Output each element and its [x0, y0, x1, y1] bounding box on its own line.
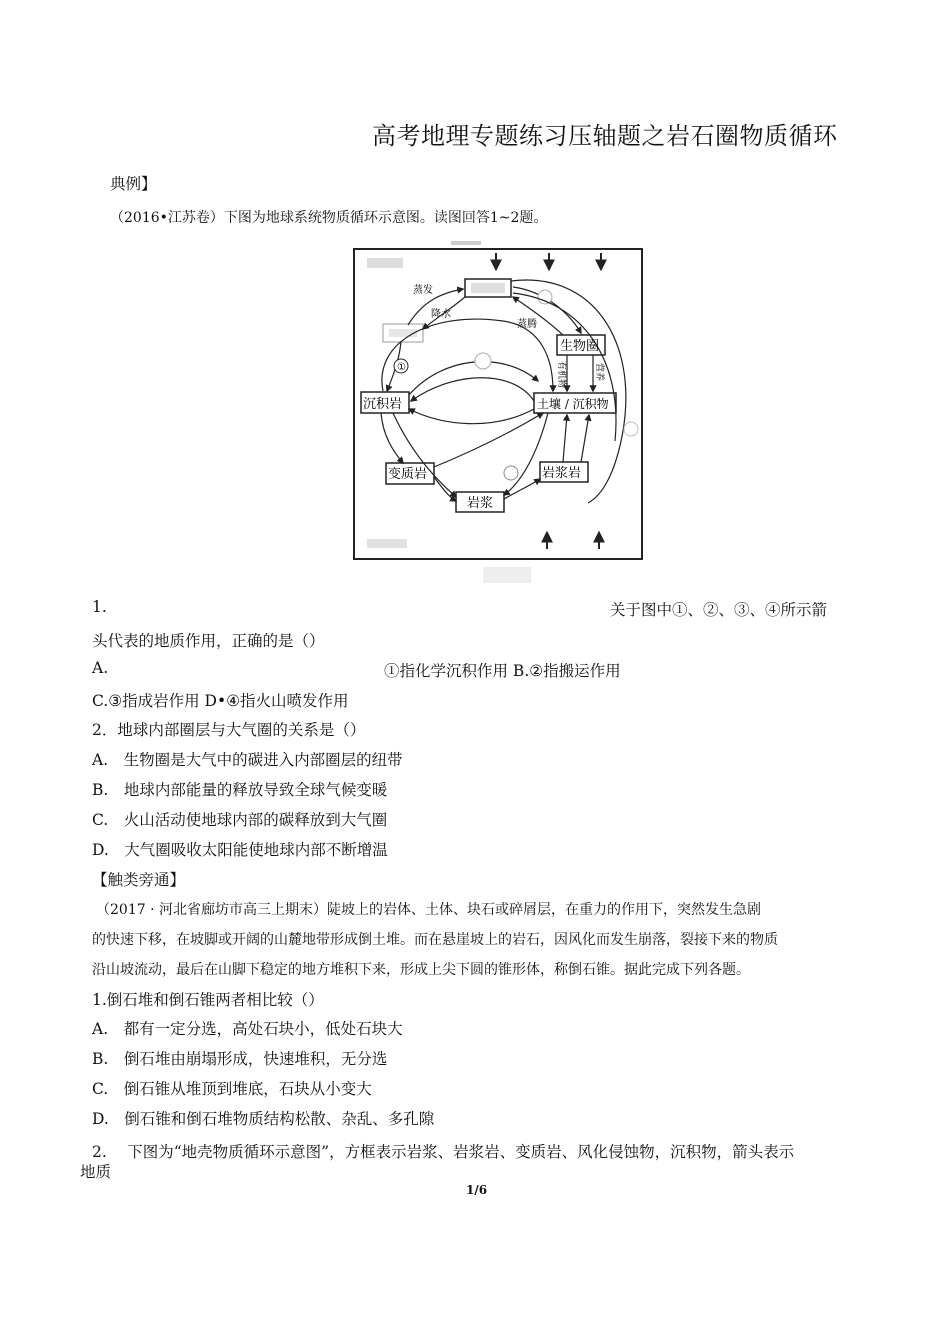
passage-line-1: （2017 · 河北省廊坊市高三上期末）陡坡上的岩体、土体、块石或碎屑层，在重力的作用下，突然发生急剧 — [96, 902, 761, 918]
box-soil-sediment: 土壤 / 沉积物 — [537, 397, 609, 411]
q3-option-c: C. 倒石锥从堆顶到堆底，石块从小变大 — [92, 1080, 372, 1098]
q1-option-a-label: A. — [92, 659, 109, 677]
q3-option-d: D. 倒石锥和倒石堆物质结构松散、杂乱、多孔隙 — [92, 1110, 435, 1128]
box-sedimentary-rock: 沉积岩 — [363, 397, 403, 412]
q2-option-b: B. 地球内部能量的释放导致全球气候变暖 — [92, 781, 388, 799]
box-biosphere: 生物圈 — [560, 339, 600, 354]
label-circle-1: ① — [397, 362, 406, 373]
box-magma: 岩浆 — [467, 496, 494, 511]
passage-line-3: 沿山坡流动，最后在山脚下稳定的地方堆积下来，形成上尖下圆的锥形体，称倒石锥。据此完成下列各题。 — [92, 962, 750, 978]
question-source-2016: （2016•江苏卷）下图为地球系统物质循环示意图。读图回答1~2题。 — [110, 210, 548, 226]
page-number: 1/6 — [466, 1183, 488, 1197]
q1-option-c: C.③指成岩作用 D•④指火山喷发作用 — [92, 692, 349, 710]
q2-option-c: C. 火山活动使地球内部的碳释放到大气圈 — [92, 811, 388, 829]
label-precipitation: 降水 — [431, 309, 451, 320]
q2-stem: 2．地球内部圈层与大气圈的关系是（） — [92, 721, 366, 739]
q3-stem: 1.倒石堆和倒石锥两者相比较（） — [92, 991, 324, 1009]
material-cycle-diagram — [353, 241, 645, 587]
q3-option-a: A. 都有一定分选，高处石块小，低处石块大 — [92, 1020, 403, 1038]
q2-option-a: A. 生物圈是大气中的碳进入内部圈层的纽带 — [92, 751, 403, 769]
q1-stem-right: 关于图中①、②、③、④所示箭 — [610, 601, 828, 619]
q1-option-a-text: ①指化学沉积作用 B.②指搬运作用 — [384, 662, 621, 680]
label-evaporation: 蒸发 — [413, 285, 433, 296]
box-metamorphic-rock: 变质岩 — [388, 467, 428, 482]
label-organic-matter: 有机物 — [556, 361, 566, 389]
q4-line-2: 地质 — [80, 1163, 112, 1181]
q1-stem-cont: 头代表的地质作用，正确的是（） — [92, 632, 325, 650]
q3-option-b: B. 倒石堆由崩塌形成，快速堆积，无分选 — [92, 1050, 388, 1068]
page-title: 高考地理专题练习压轴题之岩石圈物质循环 — [372, 122, 838, 150]
label-transpiration: 蒸腾 — [517, 319, 537, 330]
label-nutrients: 营养 — [594, 363, 604, 382]
box-igneous-rock: 岩浆岩 — [542, 466, 582, 481]
section-example-heading: 典例】 — [110, 175, 157, 193]
q1-number: 1. — [92, 598, 107, 616]
q2-option-d: D. 大气圈吸收太阳能使地球内部不断增温 — [92, 841, 388, 859]
passage-line-2: 的快速下移，在坡脚或开阔的山麓地带形成倒土堆。而在悬崖坡上的岩石，因风化而发生崩落，裂接下来的物质 — [92, 932, 778, 948]
section-analogy-heading: 【触类旁通】 — [92, 871, 186, 889]
q4-line-1: 2. 下图为“地壳物质循环示意图”，方框表示岩浆、岩浆岩、变质岩、风化侵蚀物，沉积物，箭头表示 — [92, 1143, 795, 1161]
